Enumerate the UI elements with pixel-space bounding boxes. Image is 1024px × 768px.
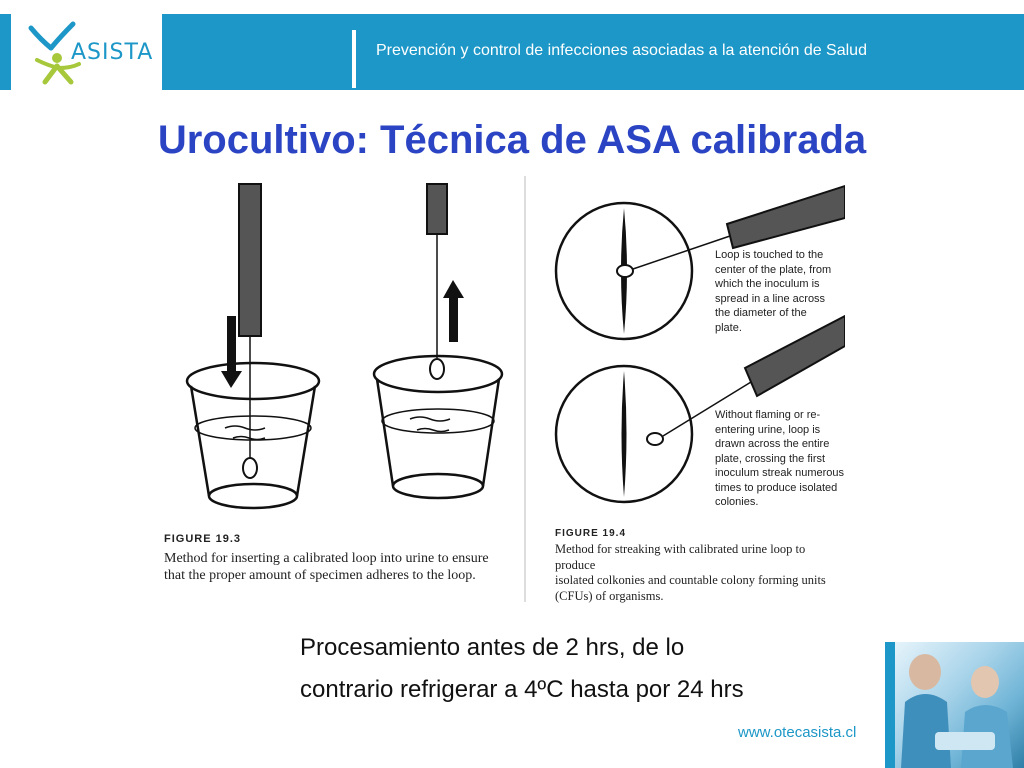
logo-text: ASISTA	[71, 40, 154, 65]
figure-19-3-caption: Method for inserting a calibrated loop into urine to ensure that the proper amount of specimen adheres to the loop.	[164, 551, 489, 583]
up-arrow-icon	[443, 280, 464, 342]
header-divider	[352, 30, 356, 88]
urine-cup-1	[187, 363, 319, 508]
figure-illustration	[155, 176, 845, 602]
figure-19-3-label: FIGURE 19.3	[164, 533, 242, 545]
medical-staff-photo	[885, 642, 1024, 768]
figure-19-4-callout-bottom: Without flaming or re- entering urine, loop is drawn across the entire plate, crossing the first inoculum streak numerous times to produce isolated colonies.	[715, 409, 845, 508]
logo-area	[0, 14, 162, 90]
loop-holder-1	[239, 184, 261, 478]
slide-title: Urocultivo: Técnica de ASA calibrada	[157, 118, 867, 162]
figure-19-4-callout-top: Loop is touched to the center of the plate, from which the inoculum is spread in a line across the diameter of the plate.	[715, 249, 832, 334]
loop-holder-2	[427, 184, 447, 379]
figure-19-4-caption: Method for streaking with calibrated urine loop to produce isolated colkonies and countable colony forming units (CFUs) of organisms.	[555, 542, 826, 603]
figure-19-4-label: FIGURE 19.4	[555, 528, 627, 539]
figure-image	[155, 176, 845, 602]
processing-note: Procesamiento antes de 2 hrs, de lo contrario refrigerar a 4ºC hasta por 24 hrs	[300, 634, 744, 703]
medical-staff-illustration	[895, 642, 1024, 768]
header-subtitle: Prevención y control de infecciones asociadas a la atención de Salud	[376, 42, 867, 59]
footer-website-link[interactable]: www.otecasista.cl	[738, 724, 857, 741]
